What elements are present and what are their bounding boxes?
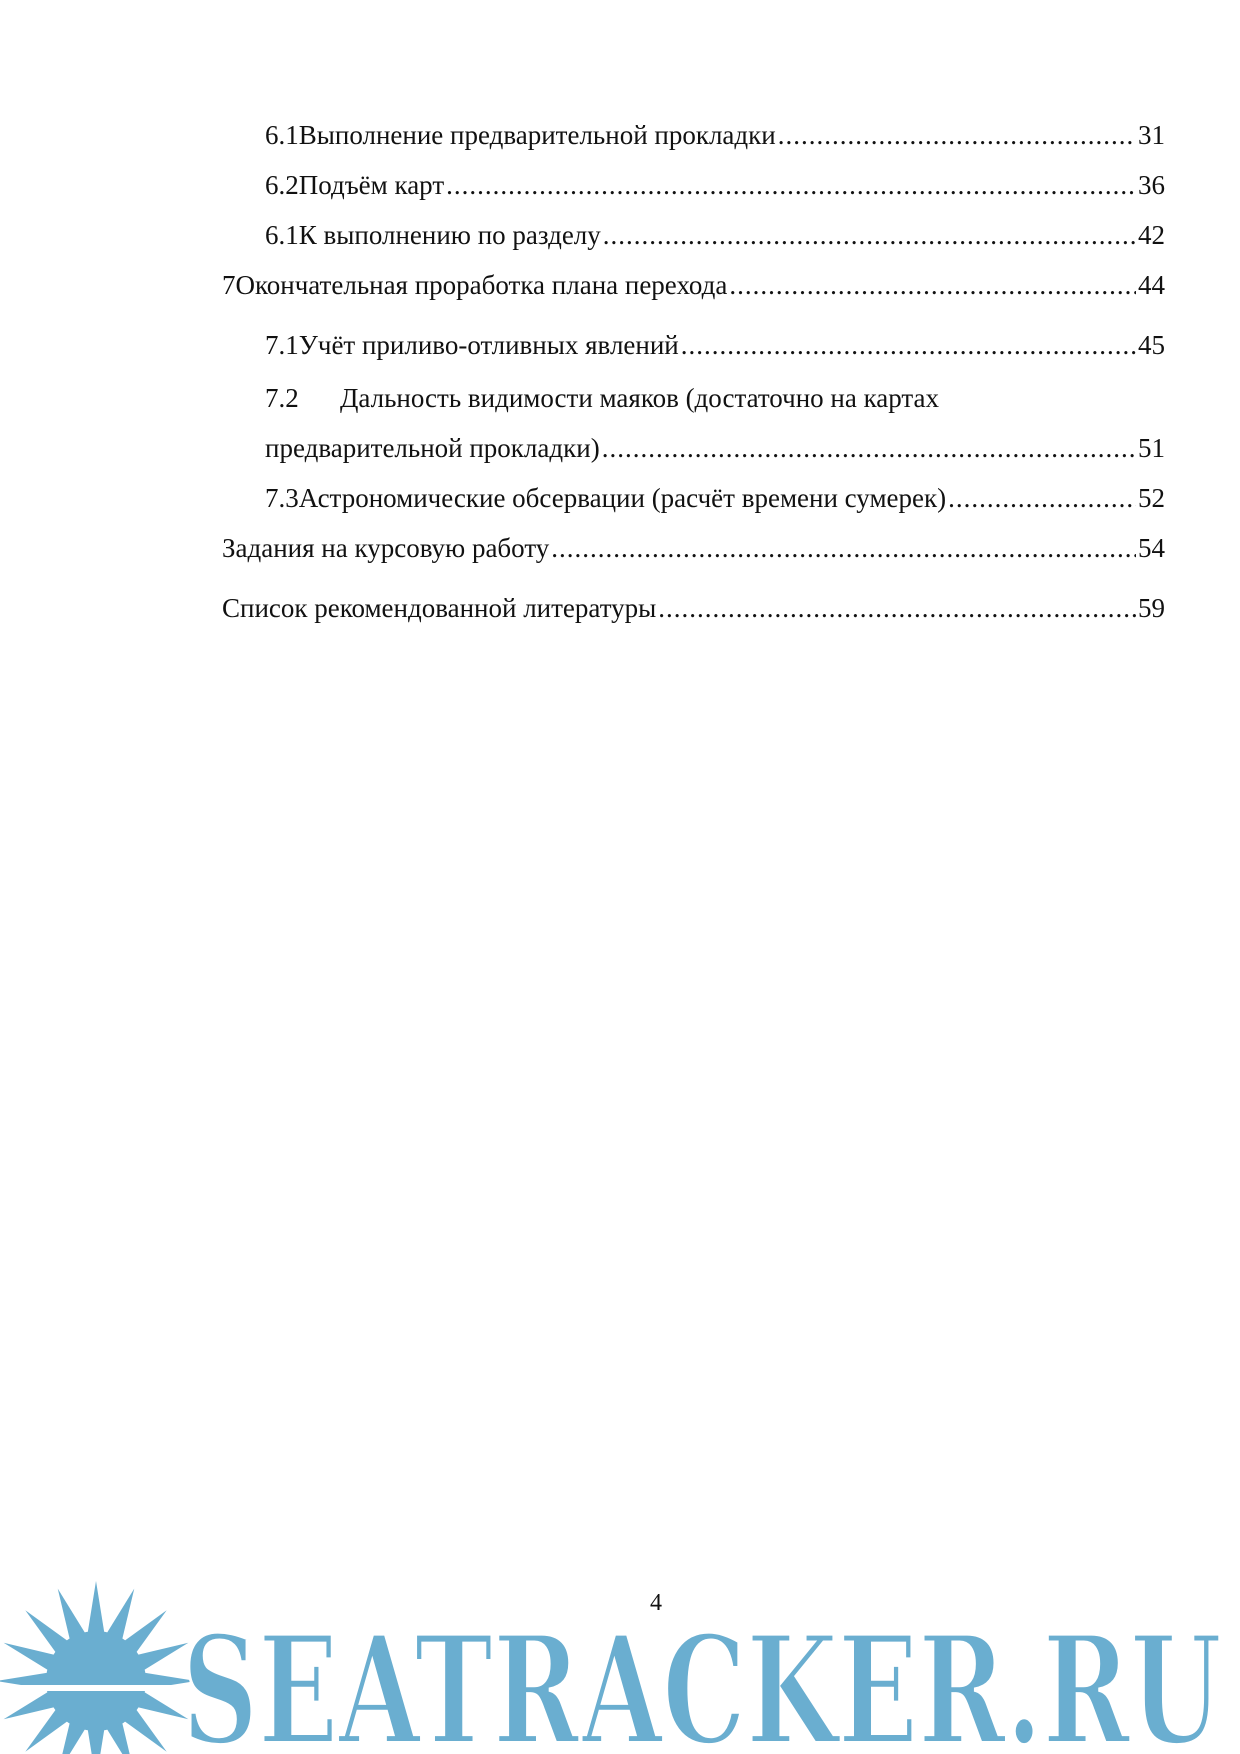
toc-entry-page: 54 (1138, 533, 1165, 563)
toc-entry[interactable] (265, 218, 1165, 252)
toc-entry-first-line[interactable] (265, 381, 939, 415)
toc-entry-page: 44 (1138, 270, 1165, 300)
site-logo (0, 1575, 1240, 1754)
toc-entry[interactable] (265, 481, 1165, 515)
toc-entry-title: Список рекомендованной литературы (222, 593, 657, 623)
toc-entry[interactable] (265, 168, 1165, 202)
toc-entry-number: 7.3 (265, 483, 299, 513)
sun-icon (0, 1581, 200, 1754)
dot-leader (681, 328, 1136, 362)
toc-entry-title-continued: предварительной прокладки) (265, 433, 600, 463)
dot-leader (948, 481, 1136, 515)
toc-entry[interactable] (265, 431, 1165, 465)
toc-entry-title: Задания на курсовую работу (222, 533, 550, 563)
toc-entry[interactable] (222, 591, 1165, 625)
toc-entry-page: 42 (1138, 220, 1165, 250)
toc-entry[interactable] (265, 328, 1165, 362)
page-number: 4 (650, 1590, 662, 1616)
dot-leader (603, 218, 1136, 252)
toc-entry-title: Дальность видимости маяков (достаточно на картах (340, 383, 940, 413)
toc-entry-number: 6.1 (265, 220, 299, 250)
dot-leader (778, 118, 1136, 152)
toc-entry-title: Окончательная проработка плана перехода (235, 270, 728, 300)
toc-entry[interactable] (222, 268, 1165, 302)
dot-leader (446, 168, 1136, 202)
toc-entry-page: 36 (1138, 170, 1165, 200)
toc-entry-number: 7.1 (265, 330, 299, 360)
toc-entry-page: 45 (1138, 330, 1165, 360)
toc-entry-title: Астрономические обсервации (расчёт времени сумерек) (298, 483, 947, 513)
dot-leader (729, 268, 1136, 302)
toc-entry-title: Подъём карт (298, 170, 445, 200)
toc-entry[interactable] (265, 118, 1165, 152)
toc-entry[interactable] (222, 531, 1165, 565)
toc-entry-number: 7.2 (265, 383, 299, 413)
toc-entry-title: К выполнению по разделу (298, 220, 601, 250)
toc-entry-number: 6.1 (265, 120, 299, 150)
dot-leader (551, 531, 1136, 565)
toc-entry-title: Выполнение предварительной прокладки (298, 120, 776, 150)
dot-leader (658, 591, 1136, 625)
toc-entry-page: 59 (1138, 593, 1165, 623)
toc-entry-number: 6.2 (265, 170, 299, 200)
toc-entry-page: 51 (1138, 433, 1165, 463)
toc-entry-page: 52 (1138, 483, 1165, 513)
dot-leader (602, 431, 1136, 465)
toc-entry-title: Учёт приливо-отливных явлений (298, 330, 679, 360)
toc-entry-number: 7 (222, 270, 236, 300)
logo-text: SEATRACKER.RU (182, 1603, 1222, 1754)
toc-entry-page: 31 (1138, 120, 1165, 150)
